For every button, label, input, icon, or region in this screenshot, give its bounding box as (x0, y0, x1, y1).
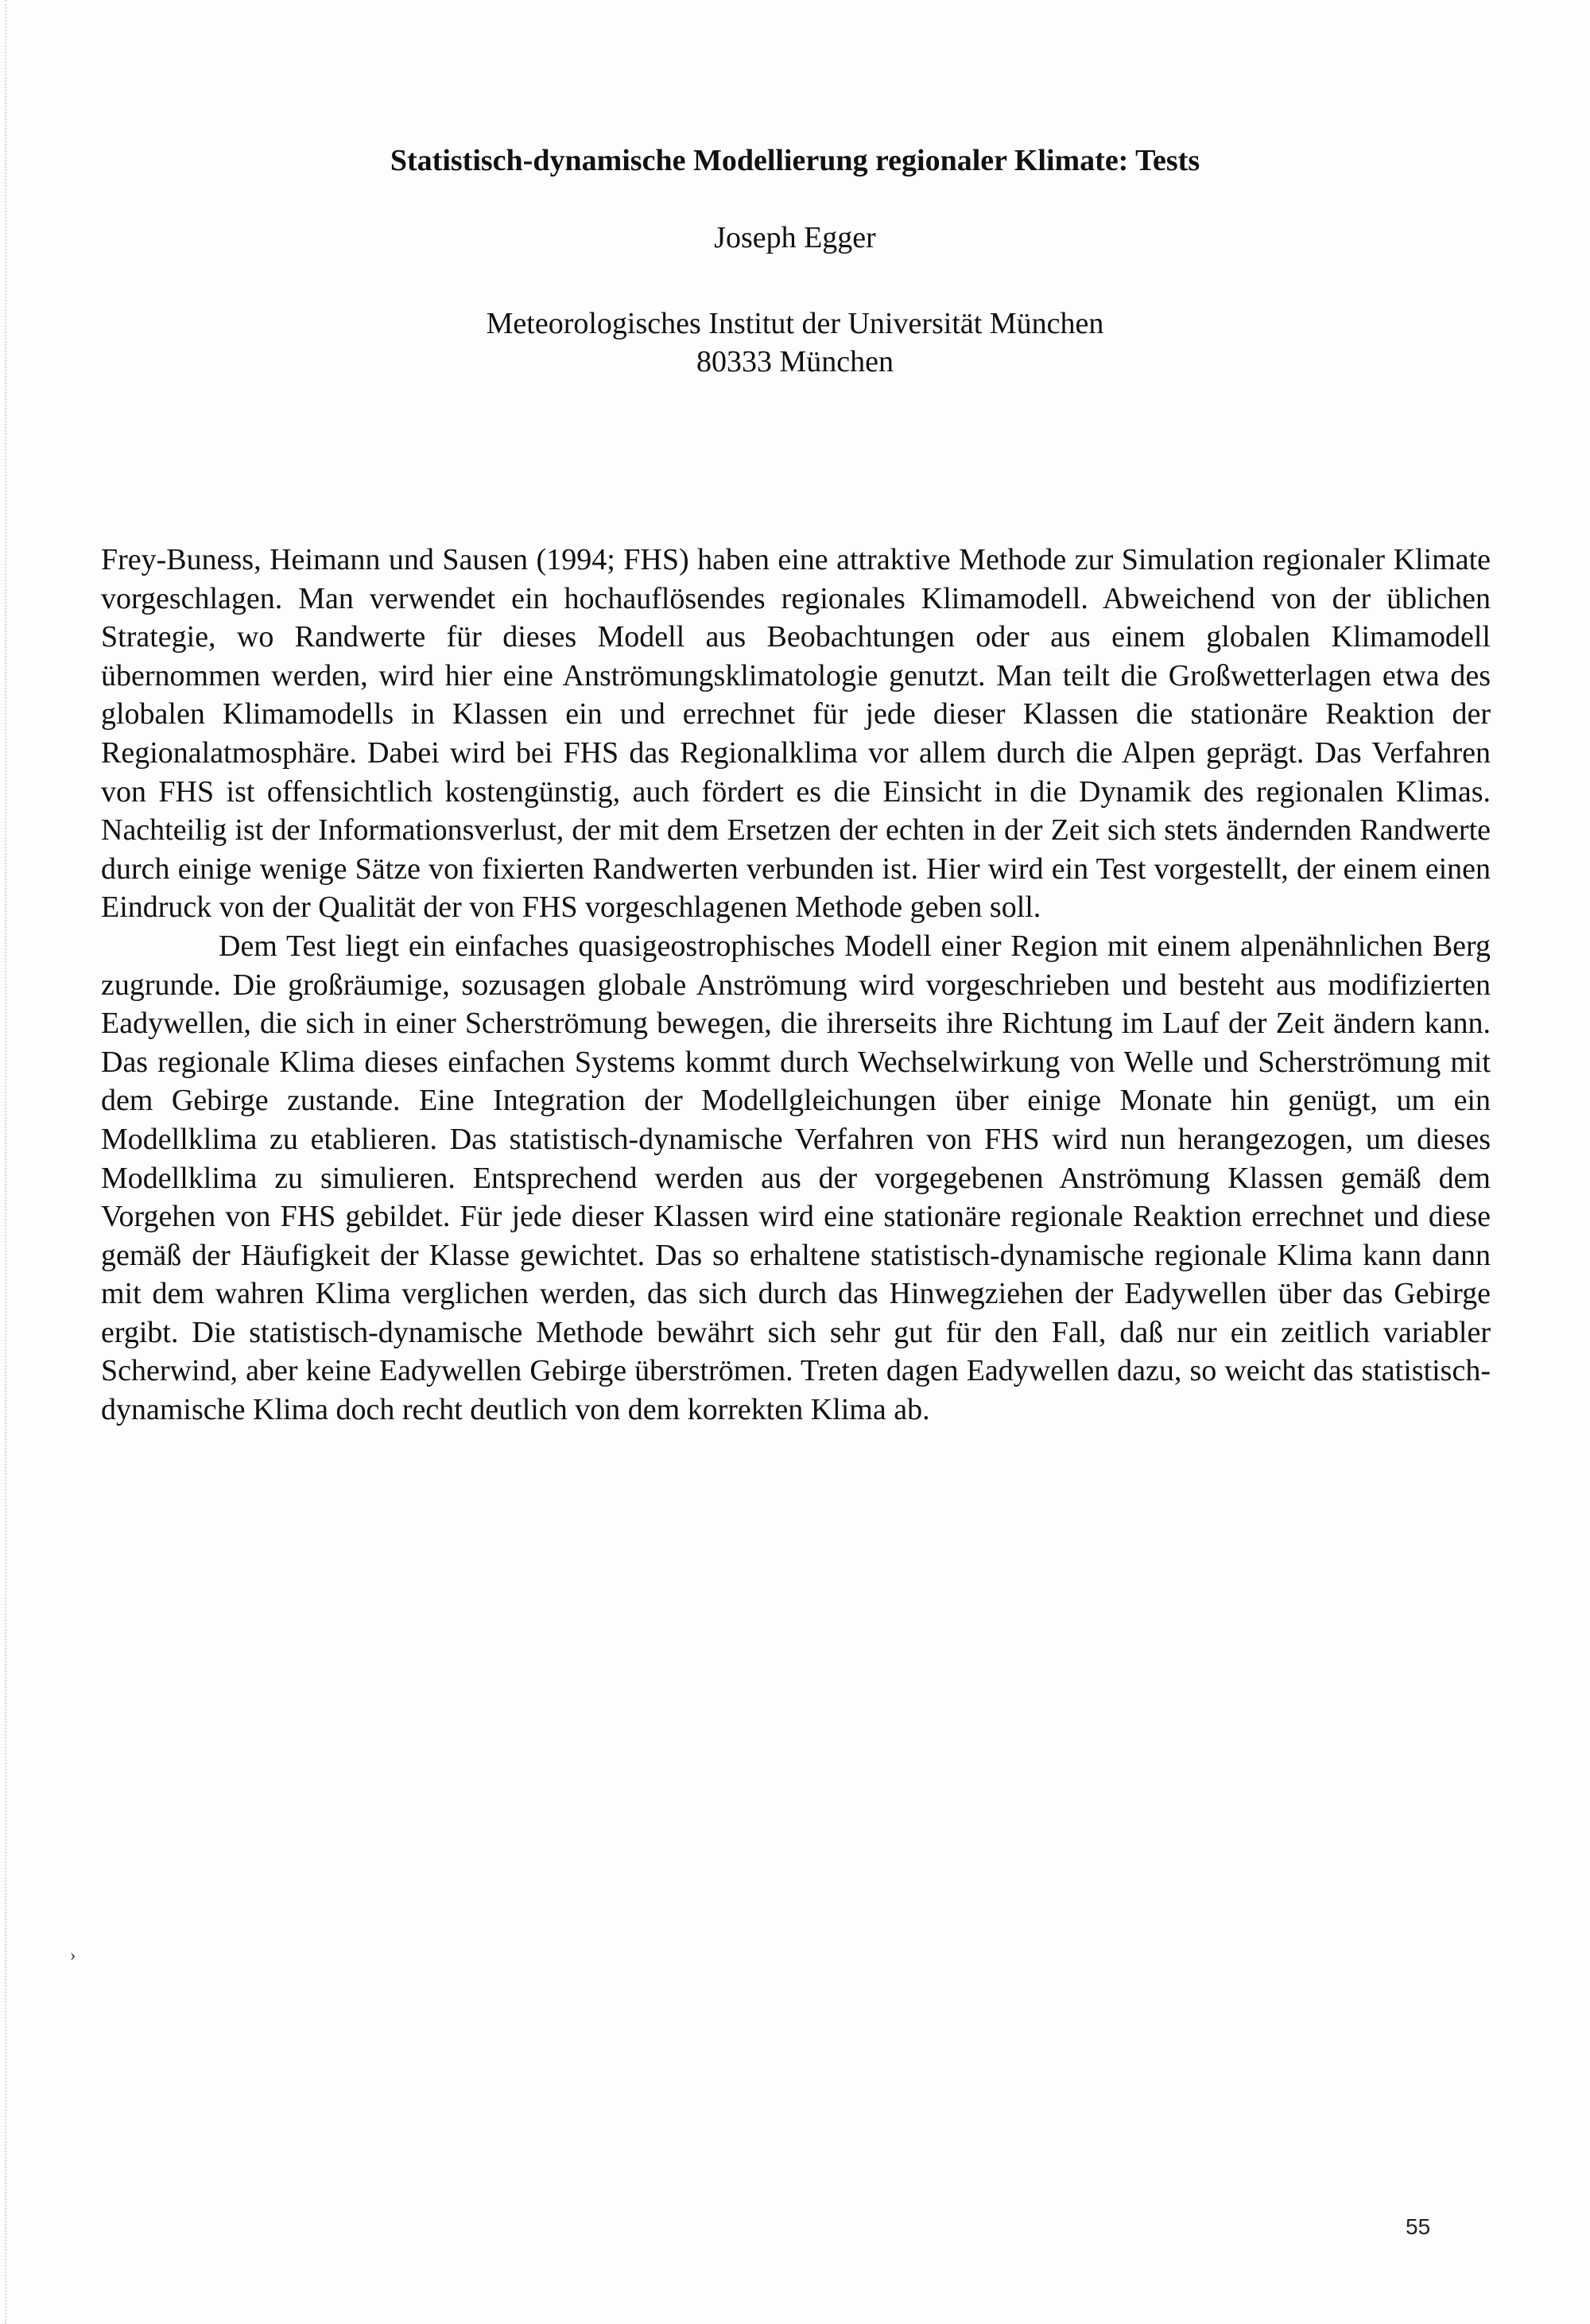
author-name: Joseph Egger (714, 221, 876, 254)
paragraph-2: Dem Test liegt ein einfaches quasigeostrophisches Modell einer Region mit einem alpenähnlichen Berg zugrunde. Die großräumige, sozusagen globale Anströmung wird vorgeschrieben und besteht aus modifizierten Eadywellen, die sich in einer Scherströmung bewegen, die ihrerseits ihre Richtung im Lauf der Zeit ändern kann. Das regionale Klima dieses einfachen Systems kommt durch Wechselwirkung von Welle und Scherströmung mit dem Gebirge zustande. Eine Integration der Modellgleichungen über einige Monate hin genügt, um ein Modellklima zu etablieren. Das statistisch-dynamische Verfahren von FHS wird nun herangezogen, um dieses Modellklima zu simulieren. Entsprechend werden aus der vorgegebenen Anströmung Klassen gemäß dem Vorgehen von FHS gebildet. Für jede dieser Klassen wird eine stationäre regionale Reaktion errechnet und diese gemäß der Häufigkeit der Klasse gewichtet. Das so erhaltene statistisch-dynamische regionale Klima kann dann mit dem wahren Klima verglichen werden, das sich durch das Hinwegziehen der Eadywellen über das Gebirge ergibt. Die statistisch-dynamische Methode bewährt sich sehr gut für den Fall, daß nur ein zeitlich variabler Scherwind, aber keine Eadywellen Gebirge überströmen. Treten dagen Eadywellen dazu, so weicht das statistisch-dynamische Klima doch recht deutlich von dem korrekten Klima ab. (101, 929, 1491, 1427)
affiliation-block (0, 305, 1590, 381)
affiliation-institute: Meteorologisches Institut der Universität München (486, 307, 1104, 340)
paragraph-1: Frey-Buness, Heimann und Sausen (1994; FHS) haben eine attraktive Methode zur Simulation regionaler Klimate vorgeschlagen. Man verwendet ein hochauflösendes regionales Klimamodell. Abweichend von der üblichen Strategie, wo Randwerte für dieses Modell aus Beobachtungen oder aus einem globalen Klimamodell übernommen werden, wird hier eine Anströmungsklimatologie genutzt. Man teilt die Großwetterlagen etwa des globalen Klimamodells in Klassen ein und errechnet für jede dieser Klassen die stationäre Reaktion der Regionalatmosphäre. Dabei wird bei FHS das Regionalklima vor allem durch die Alpen geprägt. Das Verfahren von FHS ist offensichtlich kostengünstig, auch fördert es die Einsicht in die Dynamik des regionalen Klimas. Nachteilig ist der Informationsverlust, der mit dem Ersetzen der echten in der Zeit sich stets ändernden Randwerte durch einige wenige Sätze von fixierten Randwerten verbunden ist. Hier wird ein Test vorgestellt, der einem einen Eindruck von der Qualität der von FHS vorgeschlagenen Methode geben soll. (101, 543, 1491, 925)
paper-title: Statistisch-dynamische Modellierung regionaler Klimate: Tests (390, 144, 1200, 177)
affiliation-city: 80333 München (696, 345, 894, 378)
scan-artifact-mark: › (70, 1945, 76, 1965)
page-number: 55 (1406, 2214, 1431, 2239)
abstract-body (101, 541, 1491, 1430)
